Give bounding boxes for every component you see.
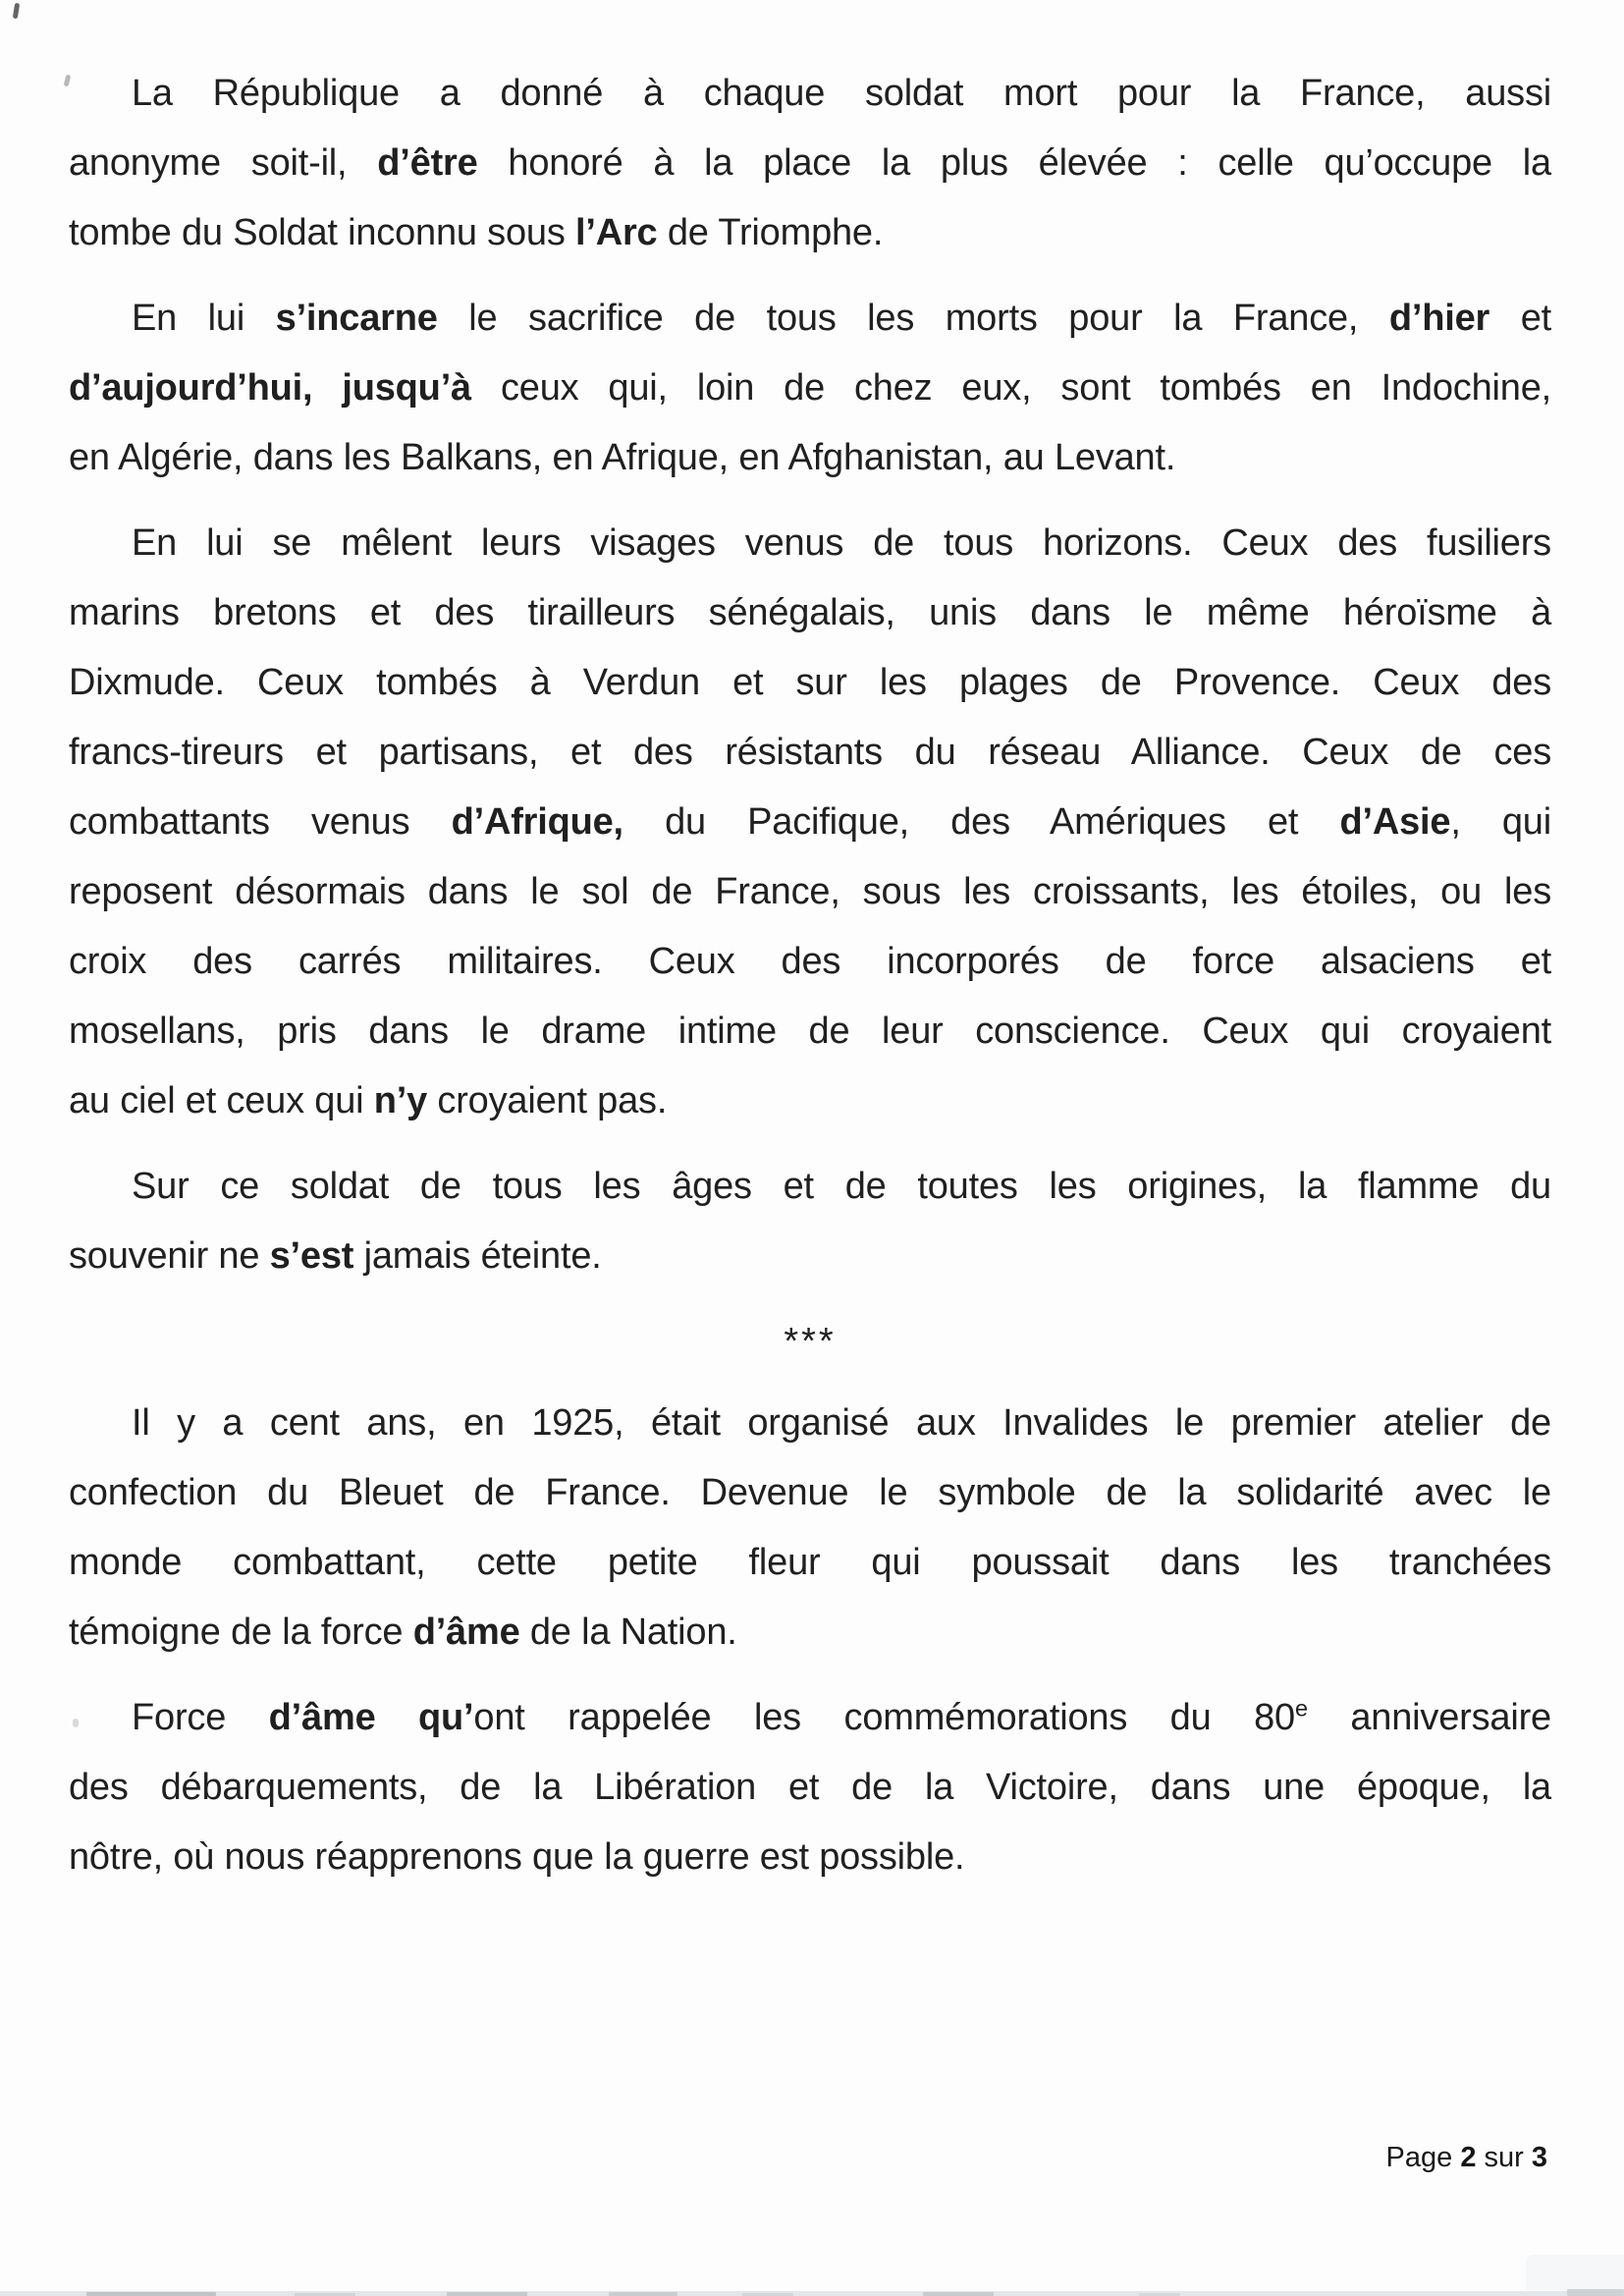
text-line bbox=[69, 997, 1551, 1066]
text-segment: honoré à la place la plus élevée : celle qu’occupe la bbox=[477, 142, 1551, 184]
text-segment: le sacrifice de tous les morts pour la France, bbox=[437, 298, 1389, 339]
section-separator: *** bbox=[784, 1321, 837, 1362]
text-line bbox=[69, 1066, 1551, 1136]
text-line bbox=[69, 1528, 1551, 1598]
text-segment: confection du Bleuet de France. Devenue le symbole de la solidarité avec le bbox=[69, 1472, 1551, 1513]
text-line bbox=[69, 509, 1551, 578]
text-segment: croyaient pas. bbox=[427, 1080, 668, 1121]
text-line bbox=[69, 59, 1551, 129]
text-segment: des débarquements, de la Libération et de la Victoire, dans une époque, la bbox=[69, 1767, 1551, 1808]
text-line bbox=[69, 578, 1551, 648]
text-segment: nôtre, où nous réapprenons que la guerre est possible. bbox=[69, 1836, 965, 1878]
text-segment: d’Asie bbox=[1339, 801, 1451, 843]
text-line bbox=[69, 129, 1551, 198]
speech-paragraph bbox=[69, 1152, 1551, 1291]
text-line bbox=[69, 1823, 1551, 1892]
text-line bbox=[69, 1458, 1551, 1528]
text-segment: e bbox=[1294, 1695, 1308, 1722]
text-segment: 2 bbox=[1460, 2142, 1477, 2173]
text-segment: au ciel et ceux qui bbox=[69, 1080, 374, 1121]
text-segment: croix des carrés militaires. Ceux des incorporés de force alsaciens et bbox=[69, 941, 1551, 982]
text-segment: en Algérie, dans les Balkans, en Afrique, en Afghanistan, au Levant. bbox=[69, 437, 1176, 478]
text-line bbox=[69, 198, 1551, 268]
text-segment: et bbox=[1489, 298, 1552, 339]
text-segment: combattants venus bbox=[69, 801, 452, 843]
text-segment: sur bbox=[1476, 2142, 1532, 2173]
text-segment: Page bbox=[1385, 2142, 1461, 2173]
speech-paragraph bbox=[69, 59, 1551, 268]
text-segment: s’est bbox=[269, 1235, 354, 1277]
text-line bbox=[69, 718, 1551, 788]
text-segment: anonyme soit-il, bbox=[69, 142, 378, 184]
text-segment: l’Arc bbox=[575, 212, 658, 253]
text-line bbox=[69, 1683, 1551, 1753]
text-segment: En lui se mêlent leurs visages venus de tous horizons. Ceux des fusiliers bbox=[132, 522, 1551, 564]
text-segment: d’âme qu’ bbox=[268, 1697, 474, 1738]
text-line bbox=[69, 648, 1551, 718]
text-segment: d’être bbox=[377, 142, 478, 184]
text-line bbox=[69, 1389, 1551, 1458]
text-segment: de Triomphe. bbox=[657, 212, 884, 253]
page-number bbox=[1386, 2141, 1547, 2174]
text-segment: de la Nation. bbox=[519, 1612, 737, 1653]
text-line bbox=[69, 927, 1551, 997]
text-segment: marins bretons et des tirailleurs sénégalais, unis dans le même héroïsme à bbox=[69, 592, 1551, 633]
text-segment: La République a donné à chaque soldat mort pour la France, aussi bbox=[132, 73, 1551, 114]
text-segment: n’y bbox=[373, 1080, 428, 1121]
text-segment: reposent désormais dans le sol de France, sous les croissants, les étoiles, ou les bbox=[69, 871, 1551, 912]
text-line bbox=[69, 423, 1551, 493]
text-segment: 3 bbox=[1531, 2142, 1547, 2173]
speech-body bbox=[69, 59, 1551, 1892]
text-segment: d’Afrique, bbox=[451, 801, 623, 843]
speech-paragraph bbox=[69, 1389, 1551, 1667]
text-segment: Il y a cent ans, en 1925, était organisé aux Invalides le premier atelier de bbox=[132, 1402, 1551, 1444]
text-segment: d’âme bbox=[412, 1612, 520, 1653]
text-segment: Dixmude. Ceux tombés à Verdun et sur les plages de Provence. Ceux des bbox=[69, 662, 1551, 703]
text-segment: ceux qui, loin de chez eux, sont tombés en Indochine, bbox=[470, 367, 1551, 409]
text-line bbox=[69, 1222, 1551, 1291]
text-line bbox=[69, 1152, 1551, 1222]
text-segment: En lui bbox=[132, 298, 276, 339]
speech-paragraph bbox=[69, 284, 1551, 493]
text-line bbox=[69, 284, 1551, 354]
text-segment: d’hier bbox=[1388, 298, 1490, 339]
text-line bbox=[69, 1598, 1551, 1667]
text-segment: ont rappelée les commémorations du 80 bbox=[473, 1697, 1295, 1738]
speech-paragraph bbox=[69, 1683, 1551, 1892]
text-line bbox=[69, 1753, 1551, 1823]
text-segment: , qui bbox=[1450, 801, 1551, 843]
text-line bbox=[69, 354, 1551, 423]
text-segment: s’incarne bbox=[275, 298, 438, 339]
text-segment: anniversaire bbox=[1307, 1697, 1551, 1738]
text-segment: jamais éteinte. bbox=[353, 1235, 602, 1277]
text-segment: monde combattant, cette petite fleur qui poussait dans les tranchées bbox=[69, 1542, 1551, 1583]
text-segment: mosellans, pris dans le drame intime de leur conscience. Ceux qui croyaient bbox=[69, 1011, 1551, 1052]
text-line bbox=[69, 857, 1551, 927]
text-segment: souvenir ne bbox=[69, 1235, 270, 1277]
speech-paragraph bbox=[69, 509, 1551, 1136]
text-segment: témoigne de la force bbox=[69, 1612, 413, 1653]
text-line bbox=[69, 788, 1551, 857]
text-segment: Force bbox=[132, 1697, 269, 1738]
text-segment: d’aujourd’hui, jusqu’à bbox=[69, 367, 471, 409]
text-segment: francs-tireurs et partisans, et des résistants du réseau Alliance. Ceux de ces bbox=[69, 732, 1551, 773]
text-segment: Sur ce soldat de tous les âges et de toutes les origines, la flamme du bbox=[132, 1166, 1551, 1207]
text-segment: tombe du Soldat inconnu sous bbox=[69, 212, 575, 253]
text-segment: du Pacifique, des Amériques et bbox=[623, 801, 1340, 843]
